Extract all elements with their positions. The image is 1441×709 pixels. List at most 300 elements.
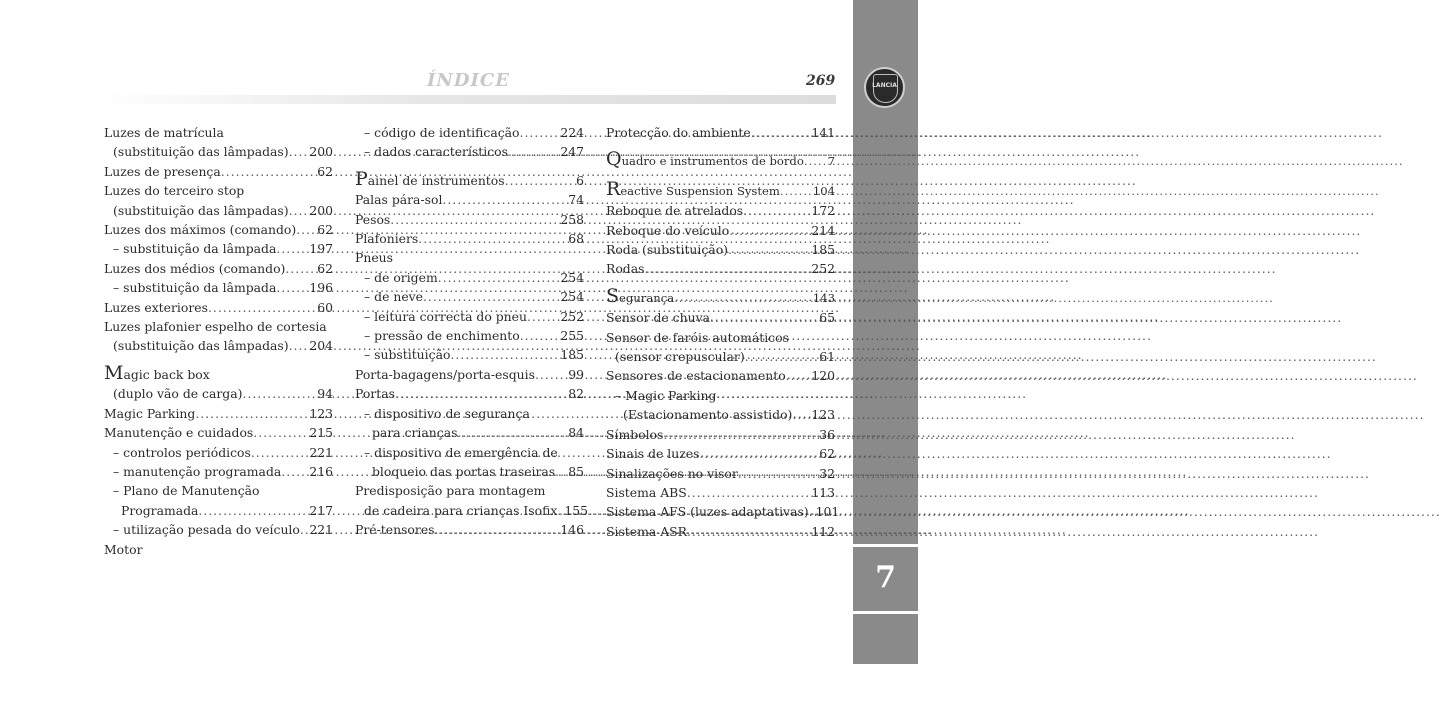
page-number: 269 (806, 73, 836, 89)
entry-text (372, 423, 457, 442)
entry-page-number[interactable]: 62 (317, 163, 333, 179)
leader-dots (289, 142, 307, 161)
index-entry (104, 201, 333, 220)
entry-page-number[interactable]: 74 (568, 192, 584, 208)
entry-label: (Estacionamento assistido) (623, 407, 793, 423)
index-entry (355, 248, 584, 267)
entry-label: Predisposição para montagem (355, 483, 546, 499)
entry-label: Roda (substituição) (606, 242, 728, 258)
entry-text (113, 481, 260, 500)
entry-page-number[interactable]: 255 (560, 328, 584, 344)
entry-page-number[interactable]: 62 (819, 446, 835, 462)
index-entry (104, 540, 333, 559)
entry-text (364, 345, 450, 364)
entry-page-number[interactable]: 185 (560, 347, 584, 363)
leader-dots (198, 501, 306, 520)
entry-text (606, 221, 729, 240)
entry-label: (substituição das lâmpadas) (113, 144, 289, 160)
entry-text (606, 502, 809, 521)
entry-label: – Plano de Manutenção (113, 483, 260, 499)
entry-page-number[interactable]: 258 (560, 211, 584, 227)
index-entry (606, 177, 835, 201)
entry-text (355, 229, 418, 248)
entry-label: (duplo vão de carga) (113, 386, 243, 402)
leader-dots (289, 201, 307, 220)
index-entry (355, 462, 584, 481)
entry-page-number[interactable]: 113 (811, 484, 835, 500)
entry-page-number[interactable]: 123 (309, 405, 333, 421)
entry-text (113, 278, 276, 297)
entry-text (104, 317, 327, 336)
entry-label: – dados característicos (364, 144, 508, 160)
entry-page-number[interactable]: 247 (560, 144, 584, 160)
leader-dots (745, 347, 817, 366)
leader-dots (555, 462, 565, 481)
index-entry (606, 502, 840, 521)
entry-page-number[interactable]: 7 (827, 154, 835, 169)
section-initial: R (606, 177, 621, 200)
entry-label: Protecção do ambiente (606, 125, 751, 140)
index-entry (104, 462, 333, 481)
entry-text (606, 240, 728, 259)
index-entry (355, 423, 584, 442)
index-entry (606, 123, 835, 142)
index-entry (355, 404, 584, 423)
entry-label: agic back box (123, 366, 210, 382)
leader-dots (221, 162, 314, 181)
entry-label: Sistema ASR (606, 523, 687, 539)
entry-text (606, 444, 699, 463)
index-entry (355, 123, 584, 142)
entry-label: – substituição (364, 347, 451, 363)
leader-dots (195, 404, 306, 423)
entry-label: – código de identificação (364, 125, 520, 140)
entry-page-number[interactable]: 215 (309, 425, 333, 441)
leader-dots (535, 365, 565, 384)
entry-text (355, 481, 545, 500)
entry-text (606, 123, 751, 142)
index-entry (355, 167, 584, 190)
logo-text: LANCIA (872, 82, 897, 89)
entry-page-number[interactable]: 221 (309, 444, 333, 460)
index-entry (355, 210, 584, 229)
entry-page-number[interactable]: 62 (317, 222, 333, 238)
entry-text (623, 405, 792, 424)
entry-text (606, 522, 687, 541)
entry-text (615, 347, 745, 366)
leader-dots (390, 210, 557, 229)
entry-label: – substituição da lâmpada (113, 280, 277, 296)
entry-label: Sistema AFS (luzes adaptativas) (606, 504, 809, 520)
entry-page-number[interactable]: 68 (568, 231, 584, 247)
entry-text (364, 142, 508, 161)
leader-dots (527, 307, 557, 326)
index-entry (104, 384, 333, 403)
entry-label: Portas (355, 386, 395, 402)
entry-text (355, 520, 435, 539)
entry-label: – controlos periódicos (113, 444, 251, 460)
entry-label: – Magic Parking (615, 387, 717, 403)
index-entry (355, 501, 589, 520)
leader-dots (687, 522, 808, 541)
entry-text (355, 210, 390, 229)
entry-label: – de origem (364, 269, 438, 285)
index-column-2 (355, 123, 589, 540)
entry-label: Luzes dos médios (comando) (104, 260, 286, 276)
entry-label: Luzes dos máximos (comando) (104, 222, 297, 238)
index-entry (355, 384, 584, 403)
entry-text (615, 386, 716, 405)
leader-dots (251, 443, 306, 462)
leader-dots (442, 190, 565, 209)
leader-dots (687, 483, 809, 502)
entry-text (113, 384, 242, 403)
index-entry (104, 239, 333, 258)
leader-dots (289, 336, 307, 355)
entry-text (104, 162, 221, 181)
entry-label: Reboque do veículo (606, 222, 730, 238)
entry-label: (sensor crepuscular) (615, 349, 745, 365)
index-entry (104, 181, 333, 200)
entry-text (355, 384, 395, 403)
entry-page-number[interactable]: 84 (568, 425, 584, 441)
entry-label: – dispositivo de emergência de (364, 444, 558, 460)
entry-label: (substituição das lâmpadas) (113, 202, 289, 218)
entry-text (364, 307, 527, 326)
index-entry (355, 268, 584, 287)
entry-page-number[interactable]: 65 (819, 310, 835, 326)
entry-text (355, 248, 393, 267)
entry-page-number[interactable]: 143 (812, 290, 835, 305)
entry-text (606, 308, 710, 327)
index-entry (355, 365, 584, 384)
entry-label: Luzes plafonier espelho de cortesia (104, 319, 327, 335)
entry-text (606, 259, 644, 278)
index-entry (606, 308, 835, 327)
index-entry (104, 336, 333, 355)
entry-page-number[interactable]: 82 (568, 386, 584, 402)
entry-label: Porta-bagagens/porta-esquis (355, 366, 535, 382)
entry-text (113, 520, 300, 539)
entry-label: – utilização pesada do veículo (113, 522, 300, 538)
entry-label: Sinais de luzes (606, 446, 700, 462)
entry-page-number[interactable]: 94 (317, 386, 333, 402)
leader-dots (450, 345, 557, 364)
entry-text (364, 501, 557, 520)
index-entry (104, 220, 333, 239)
index-entry (606, 405, 835, 424)
entry-page-number[interactable]: 252 (560, 308, 584, 324)
leader-dots (743, 201, 808, 220)
entry-text (355, 167, 505, 190)
entry-label: (substituição das lâmpadas) (113, 338, 289, 354)
entry-label: Sensores de estacionamento (606, 368, 786, 384)
entry-label: Palas pára-sol (355, 192, 443, 208)
leader-dots (508, 142, 557, 161)
leader-dots (281, 462, 306, 481)
leader-dots (296, 220, 314, 239)
index-entry (104, 361, 333, 384)
entry-page-number[interactable]: 146 (560, 522, 584, 538)
index-entry (104, 317, 333, 336)
entry-page-number[interactable]: 254 (560, 289, 584, 305)
index-entry (104, 278, 333, 297)
index-entry (355, 520, 584, 539)
index-entry (606, 366, 835, 385)
page-title: ÍNDICE (427, 70, 510, 91)
entry-label: – substituição da lâmpada (113, 241, 277, 257)
entry-text (606, 177, 780, 201)
leader-dots (438, 268, 558, 287)
entry-label: de cadeira para crianças Isofix (364, 502, 558, 518)
entry-text (606, 425, 663, 444)
entry-text (355, 365, 535, 384)
entry-label: Luzes de matrícula (104, 125, 224, 140)
leader-dots (505, 171, 574, 190)
entry-text (372, 462, 555, 481)
leader-dots (699, 444, 816, 463)
entry-text (104, 181, 244, 200)
entry-label: – dispositivo de segurança (364, 405, 530, 421)
index-entry (355, 307, 584, 326)
header-rule (96, 95, 836, 104)
index-entry (606, 444, 835, 463)
entry-page-number[interactable]: 32 (819, 465, 835, 481)
chapter-tab[interactable] (853, 547, 918, 611)
entry-page-number[interactable]: 123 (811, 407, 835, 423)
entry-text (606, 366, 786, 385)
leader-dots (804, 152, 825, 171)
entry-page-number[interactable]: 6 (576, 172, 584, 188)
entry-page-number[interactable]: 112 (811, 523, 835, 539)
index-entry (355, 443, 584, 462)
index-entry (104, 162, 333, 181)
section-initial: P (355, 167, 368, 190)
entry-page-number[interactable]: 252 (811, 261, 835, 277)
index-entry (606, 347, 835, 366)
leader-dots (780, 182, 810, 201)
entry-page-number[interactable]: 214 (811, 222, 835, 238)
entry-page-number[interactable]: 224 (560, 125, 584, 140)
leader-dots (395, 384, 565, 403)
entry-text (364, 404, 530, 423)
entry-label: bloqueio das portas traseiras (372, 463, 556, 479)
index-entry (355, 142, 584, 161)
entry-page-number[interactable]: 104 (812, 183, 835, 198)
leader-dots (520, 123, 558, 142)
index-entry (104, 443, 333, 462)
lancia-logo-icon (864, 67, 905, 108)
index-entry (355, 481, 584, 500)
entry-page-number[interactable]: 62 (317, 260, 333, 276)
leader-dots (792, 405, 808, 424)
entry-text (113, 201, 289, 220)
index-entry (606, 522, 835, 541)
chapter-number: 7 (875, 560, 896, 595)
entry-label: Símbolos (606, 426, 664, 442)
entry-page-number[interactable]: 155 (564, 502, 589, 518)
index-entry (104, 298, 333, 317)
leader-dots (738, 464, 816, 483)
leader-dots (520, 326, 558, 345)
index-entry (355, 326, 584, 345)
index-entry (606, 464, 835, 483)
entry-text (364, 287, 423, 306)
entry-text (606, 201, 743, 220)
entry-text (113, 336, 289, 355)
entry-label: Pneus (355, 250, 393, 266)
entry-label: Sensor de chuva (606, 310, 710, 326)
entry-text (104, 361, 210, 384)
entry-text (113, 443, 251, 462)
entry-page-number[interactable]: 204 (309, 338, 333, 354)
entry-text (104, 404, 195, 423)
leader-dots (253, 423, 306, 442)
entry-page-number[interactable]: 200 (309, 144, 333, 160)
entry-text (364, 443, 558, 462)
entry-label: eactive Suspension System (620, 183, 780, 198)
section-initial: S (606, 284, 620, 307)
leader-dots (663, 425, 816, 444)
entry-page-number[interactable]: 36 (819, 426, 835, 442)
entry-label: Manutenção e cuidados (104, 425, 254, 441)
entry-label: Luzes do terceiro stop (104, 183, 245, 199)
section-initial: Q (606, 148, 622, 171)
entry-label: – de neve (364, 289, 423, 305)
leader-dots (644, 259, 808, 278)
index-entry (104, 259, 333, 278)
index-entry (355, 287, 584, 306)
entry-label: Sinalizações no visor (606, 465, 738, 481)
index-column-1 (104, 123, 333, 559)
entry-page-number[interactable]: 216 (309, 463, 333, 479)
entry-text (606, 483, 687, 502)
entry-page-number[interactable]: 101 (815, 504, 840, 520)
entry-text (606, 284, 675, 308)
entry-text (364, 268, 438, 287)
entry-label: – pressão de enchimento (364, 328, 520, 344)
entry-label: Sensor de faróis automáticos (606, 329, 789, 345)
entry-text (113, 239, 276, 258)
entry-text (104, 259, 285, 278)
leader-dots (285, 259, 314, 278)
index-entry (104, 404, 333, 423)
leader-dots (674, 289, 810, 308)
entry-label: Magic Parking (104, 405, 196, 421)
entry-label: Plafoniers (355, 231, 419, 247)
entry-label: egurança (619, 290, 675, 305)
entry-page-number[interactable]: 141 (811, 125, 835, 140)
leader-dots (729, 221, 808, 240)
entry-text (606, 328, 789, 347)
index-entry (606, 425, 835, 444)
index-entry (104, 501, 333, 520)
entry-page-number[interactable]: 200 (309, 202, 333, 218)
leader-dots (208, 298, 314, 317)
entry-page-number[interactable]: 120 (811, 368, 835, 384)
index-entry (606, 483, 835, 502)
entry-page-number[interactable]: 85 (568, 463, 584, 479)
entry-text (104, 423, 253, 442)
index-entry (355, 345, 584, 364)
entry-label: Luzes exteriores (104, 299, 208, 315)
entry-label: Reboque de atrelados (606, 203, 744, 219)
entry-page-number[interactable]: 217 (309, 502, 333, 518)
entry-page-number[interactable]: 60 (317, 299, 333, 315)
entry-text (606, 150, 804, 171)
entry-page-number[interactable]: 221 (309, 522, 333, 538)
leader-dots (435, 520, 558, 539)
entry-text (104, 540, 143, 559)
entry-label: Luzes de presença (104, 163, 221, 179)
leader-dots (423, 287, 557, 306)
entry-label: – leitura correcta do pneu (364, 308, 527, 324)
entry-label: Rodas (606, 261, 645, 277)
index-entry (606, 201, 835, 220)
entry-text (104, 220, 296, 239)
index-entry (606, 240, 835, 259)
leader-dots (751, 123, 809, 142)
entry-label: Motor (104, 541, 143, 557)
index-entry (104, 520, 333, 539)
index-entry (606, 221, 835, 240)
index-entry (104, 481, 333, 500)
entry-text (104, 123, 224, 142)
entry-label: Programada (121, 502, 199, 518)
entry-text (364, 123, 520, 142)
index-entry (104, 123, 333, 142)
index-entry (606, 150, 835, 171)
index-entry (606, 386, 835, 405)
entry-label: Sistema ABS (606, 484, 687, 500)
index-entry (104, 142, 333, 161)
entry-label: para crianças (372, 425, 458, 441)
entry-label: Pesos (355, 211, 391, 227)
entry-text (113, 142, 289, 161)
entry-label: Pré-tensores (355, 522, 435, 538)
entry-text (355, 190, 442, 209)
index-entry (606, 284, 835, 308)
index-entry (606, 328, 835, 347)
entry-page-number[interactable]: 99 (568, 366, 584, 382)
sidebar-bottom-block (853, 614, 918, 664)
index-entry (104, 423, 333, 442)
index-entry (355, 190, 584, 209)
leader-dots (276, 239, 306, 258)
entry-page-number[interactable]: 196 (309, 280, 333, 296)
entry-page-number[interactable]: 172 (811, 203, 835, 219)
leader-dots (710, 308, 816, 327)
leader-dots (242, 384, 314, 403)
leader-dots (457, 423, 565, 442)
entry-text (113, 462, 281, 481)
entry-page-number[interactable]: 61 (819, 349, 835, 365)
entry-label: – manutenção programada (113, 463, 282, 479)
entry-label: ainel de instrumentos (367, 172, 505, 188)
entry-page-number[interactable]: 197 (309, 241, 333, 257)
index-entry (606, 259, 835, 278)
entry-page-number[interactable]: 185 (811, 242, 835, 258)
entry-label: uadro e instrumentos de bordo (621, 154, 804, 169)
section-initial: M (104, 361, 124, 384)
index-column-3 (606, 123, 840, 541)
entry-text (104, 298, 208, 317)
entry-text (121, 501, 198, 520)
leader-dots (276, 278, 306, 297)
entry-text (606, 464, 738, 483)
leader-dots (728, 240, 808, 259)
entry-page-number[interactable]: 254 (560, 269, 584, 285)
